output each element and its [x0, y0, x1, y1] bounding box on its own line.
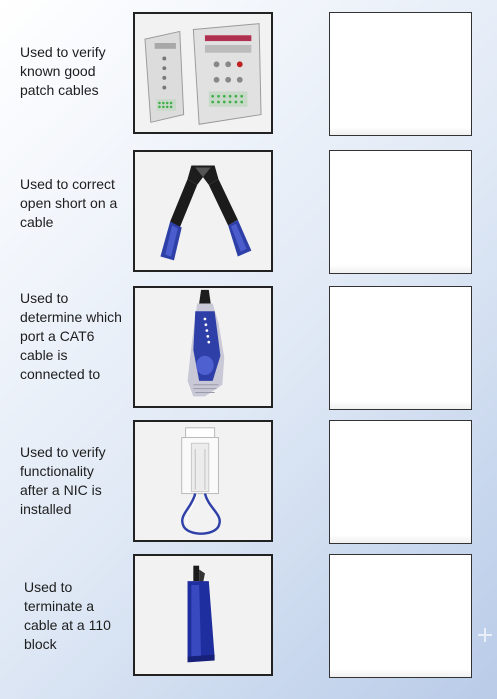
description-text: Used to verify functionality after a NIC is installed — [20, 444, 106, 517]
tool-image — [133, 420, 273, 542]
description-text: Used to verify known good patch cables — [20, 44, 106, 98]
description-text: Used to determine which port a CAT6 cable is connected to — [20, 290, 122, 382]
description-text: Used to terminate a cable at a 110 block — [24, 579, 111, 652]
match-row-2 — [0, 150, 497, 276]
punch-down-tool-icon — [135, 556, 271, 674]
tool-image — [133, 554, 273, 676]
description-text: Used to correct open short on a cable — [20, 176, 118, 230]
match-row-5 — [0, 554, 497, 680]
match-row-1 — [0, 12, 497, 138]
toner-probe-icon — [135, 288, 271, 406]
answer-box[interactable] — [329, 554, 472, 678]
tool-image — [133, 150, 273, 272]
answer-box[interactable] — [329, 420, 472, 544]
crimper-icon — [135, 152, 271, 270]
cable-tester-icon — [135, 14, 271, 132]
answer-box[interactable] — [329, 150, 472, 274]
tool-image — [133, 286, 273, 408]
loopback-plug-icon — [135, 422, 271, 540]
decorative-plus-icon — [478, 628, 492, 642]
answer-box[interactable] — [329, 12, 472, 136]
answer-box[interactable] — [329, 286, 472, 410]
match-row-4 — [0, 420, 497, 546]
match-row-3 — [0, 286, 497, 412]
tool-image — [133, 12, 273, 134]
